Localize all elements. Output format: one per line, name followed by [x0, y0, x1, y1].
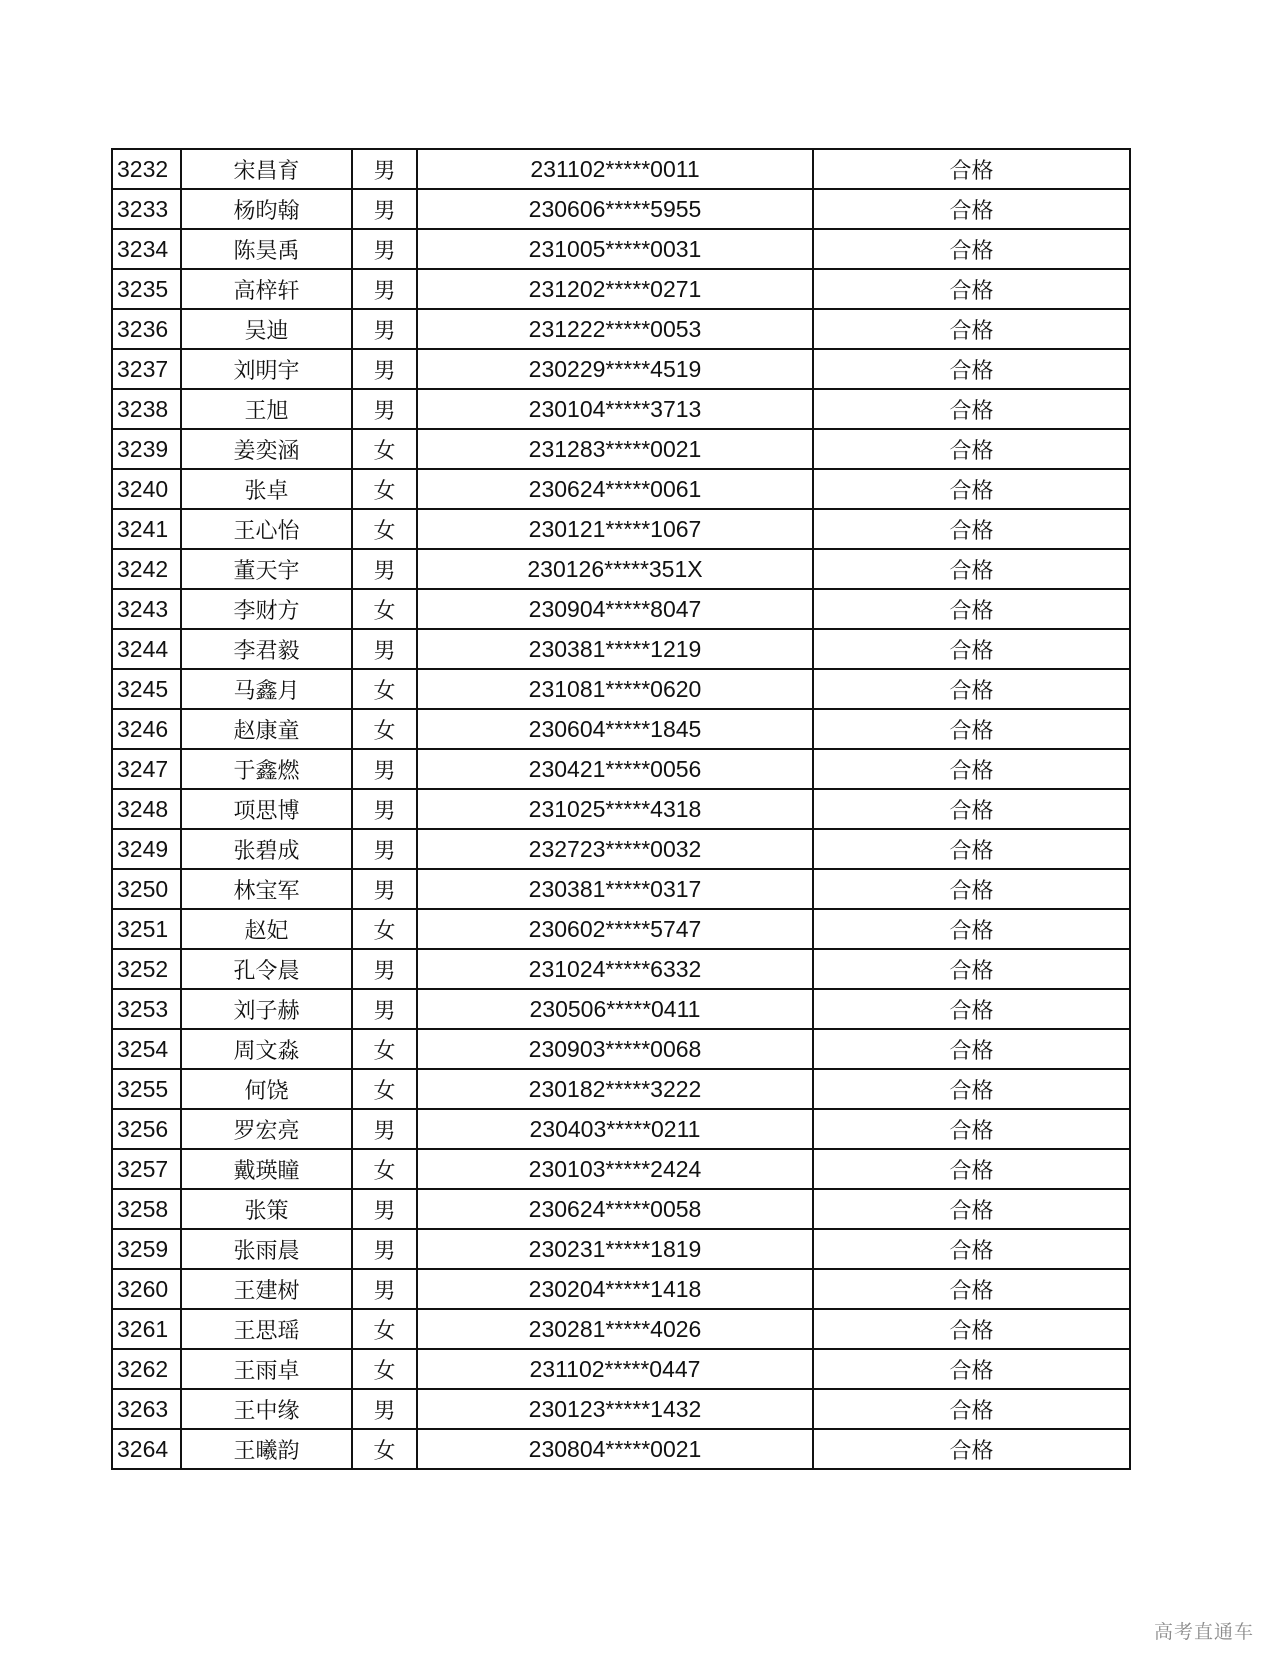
gender-cell: 女 [352, 1309, 417, 1349]
id-number-cell: 231222*****0053 [417, 309, 813, 349]
gender-cell: 男 [352, 269, 417, 309]
candidate-name-cell: 刘子赫 [181, 989, 352, 1029]
candidate-name-cell: 陈昊禹 [181, 229, 352, 269]
candidate-name-cell: 王旭 [181, 389, 352, 429]
gender-cell: 女 [352, 669, 417, 709]
id-number-cell: 230121*****1067 [417, 509, 813, 549]
gender-cell: 女 [352, 429, 417, 469]
serial-number-cell: 3246 [112, 709, 181, 749]
result-cell: 合格 [813, 829, 1130, 869]
gender-cell: 男 [352, 829, 417, 869]
candidate-name-cell: 张卓 [181, 469, 352, 509]
gender-cell: 男 [352, 789, 417, 829]
result-cell: 合格 [813, 789, 1130, 829]
id-number-cell: 230602*****5747 [417, 909, 813, 949]
serial-number-cell: 3259 [112, 1229, 181, 1269]
id-number-cell: 230421*****0056 [417, 749, 813, 789]
serial-number-cell: 3253 [112, 989, 181, 1029]
result-cell: 合格 [813, 1189, 1130, 1229]
id-number-cell: 230104*****3713 [417, 389, 813, 429]
result-cell: 合格 [813, 1109, 1130, 1149]
id-number-cell: 230281*****4026 [417, 1309, 813, 1349]
id-number-cell: 230624*****0061 [417, 469, 813, 509]
table-row [112, 949, 1130, 989]
id-number-cell: 231005*****0031 [417, 229, 813, 269]
id-number-cell: 231202*****0271 [417, 269, 813, 309]
gender-cell: 男 [352, 989, 417, 1029]
table-row [112, 1069, 1130, 1109]
id-number-cell: 230123*****1432 [417, 1389, 813, 1429]
table-row [112, 549, 1130, 589]
result-cell: 合格 [813, 309, 1130, 349]
candidate-name-cell: 李君毅 [181, 629, 352, 669]
result-cell: 合格 [813, 229, 1130, 269]
table-row [112, 269, 1130, 309]
serial-number-cell: 3237 [112, 349, 181, 389]
table-row [112, 469, 1130, 509]
result-cell: 合格 [813, 1229, 1130, 1269]
candidate-name-cell: 张雨晨 [181, 1229, 352, 1269]
id-number-cell: 230904*****8047 [417, 589, 813, 629]
candidate-name-cell: 赵妃 [181, 909, 352, 949]
gender-cell: 男 [352, 1269, 417, 1309]
result-cell: 合格 [813, 629, 1130, 669]
id-number-cell: 230604*****1845 [417, 709, 813, 749]
serial-number-cell: 3243 [112, 589, 181, 629]
table-row [112, 869, 1130, 909]
serial-number-cell: 3242 [112, 549, 181, 589]
gender-cell: 女 [352, 909, 417, 949]
candidate-name-cell: 孔令晨 [181, 949, 352, 989]
table-row [112, 989, 1130, 1029]
id-number-cell: 231081*****0620 [417, 669, 813, 709]
serial-number-cell: 3263 [112, 1389, 181, 1429]
serial-number-cell: 3232 [112, 149, 181, 189]
candidate-name-cell: 王中缘 [181, 1389, 352, 1429]
table-row [112, 1229, 1130, 1269]
serial-number-cell: 3245 [112, 669, 181, 709]
table-row [112, 349, 1130, 389]
result-cell: 合格 [813, 949, 1130, 989]
result-cell: 合格 [813, 669, 1130, 709]
candidate-name-cell: 王思瑶 [181, 1309, 352, 1349]
serial-number-cell: 3239 [112, 429, 181, 469]
result-cell: 合格 [813, 749, 1130, 789]
table-row [112, 589, 1130, 629]
candidate-name-cell: 王心怡 [181, 509, 352, 549]
serial-number-cell: 3252 [112, 949, 181, 989]
serial-number-cell: 3254 [112, 1029, 181, 1069]
id-number-cell: 230103*****2424 [417, 1149, 813, 1189]
candidate-name-cell: 赵康童 [181, 709, 352, 749]
gender-cell: 女 [352, 1029, 417, 1069]
serial-number-cell: 3261 [112, 1309, 181, 1349]
gender-cell: 女 [352, 709, 417, 749]
gender-cell: 男 [352, 1389, 417, 1429]
gender-cell: 男 [352, 229, 417, 269]
gender-cell: 男 [352, 189, 417, 229]
candidate-name-cell: 姜奕涵 [181, 429, 352, 469]
serial-number-cell: 3249 [112, 829, 181, 869]
candidate-name-cell: 杨昀翰 [181, 189, 352, 229]
result-cell: 合格 [813, 989, 1130, 1029]
roster-table [111, 148, 1131, 1470]
id-number-cell: 230126*****351X [417, 549, 813, 589]
candidate-name-cell: 李财方 [181, 589, 352, 629]
serial-number-cell: 3248 [112, 789, 181, 829]
table-row [112, 1189, 1130, 1229]
candidate-name-cell: 张碧成 [181, 829, 352, 869]
serial-number-cell: 3236 [112, 309, 181, 349]
gender-cell: 男 [352, 389, 417, 429]
candidate-name-cell: 戴瑛瞳 [181, 1149, 352, 1189]
result-cell: 合格 [813, 469, 1130, 509]
serial-number-cell: 3255 [112, 1069, 181, 1109]
candidate-name-cell: 高梓轩 [181, 269, 352, 309]
table-row [112, 629, 1130, 669]
candidate-name-cell: 王曦韵 [181, 1429, 352, 1469]
result-cell: 合格 [813, 1389, 1130, 1429]
serial-number-cell: 3244 [112, 629, 181, 669]
serial-number-cell: 3250 [112, 869, 181, 909]
id-number-cell: 231024*****6332 [417, 949, 813, 989]
serial-number-cell: 3264 [112, 1429, 181, 1469]
result-cell: 合格 [813, 1309, 1130, 1349]
id-number-cell: 230182*****3222 [417, 1069, 813, 1109]
candidate-name-cell: 项思博 [181, 789, 352, 829]
gender-cell: 女 [352, 589, 417, 629]
serial-number-cell: 3238 [112, 389, 181, 429]
result-cell: 合格 [813, 589, 1130, 629]
table-row [112, 1389, 1130, 1429]
candidate-name-cell: 于鑫燃 [181, 749, 352, 789]
serial-number-cell: 3247 [112, 749, 181, 789]
table-row [112, 789, 1130, 829]
serial-number-cell: 3258 [112, 1189, 181, 1229]
table-row [112, 1309, 1130, 1349]
table-row [112, 1429, 1130, 1469]
gender-cell: 男 [352, 549, 417, 589]
result-cell: 合格 [813, 1029, 1130, 1069]
gender-cell: 男 [352, 869, 417, 909]
table-row [112, 1109, 1130, 1149]
gender-cell: 男 [352, 1109, 417, 1149]
table-row [112, 1349, 1130, 1389]
table-row [112, 149, 1130, 189]
candidate-name-cell: 宋昌育 [181, 149, 352, 189]
candidate-name-cell: 周文淼 [181, 1029, 352, 1069]
serial-number-cell: 3256 [112, 1109, 181, 1149]
gender-cell: 女 [352, 469, 417, 509]
id-number-cell: 230903*****0068 [417, 1029, 813, 1069]
candidate-name-cell: 王雨卓 [181, 1349, 352, 1389]
gender-cell: 男 [352, 949, 417, 989]
id-number-cell: 230381*****1219 [417, 629, 813, 669]
id-number-cell: 230231*****1819 [417, 1229, 813, 1269]
id-number-cell: 231102*****0011 [417, 149, 813, 189]
result-cell: 合格 [813, 1069, 1130, 1109]
serial-number-cell: 3234 [112, 229, 181, 269]
result-cell: 合格 [813, 869, 1130, 909]
id-number-cell: 230624*****0058 [417, 1189, 813, 1229]
result-cell: 合格 [813, 1269, 1130, 1309]
gender-cell: 女 [352, 1149, 417, 1189]
roster-body [112, 149, 1130, 1469]
id-number-cell: 230229*****4519 [417, 349, 813, 389]
result-cell: 合格 [813, 1429, 1130, 1469]
table-row [112, 909, 1130, 949]
table-row [112, 669, 1130, 709]
candidate-name-cell: 何饶 [181, 1069, 352, 1109]
id-number-cell: 231102*****0447 [417, 1349, 813, 1389]
table-row [112, 829, 1130, 869]
serial-number-cell: 3251 [112, 909, 181, 949]
table-row [112, 1149, 1130, 1189]
gender-cell: 男 [352, 149, 417, 189]
candidate-name-cell: 王建树 [181, 1269, 352, 1309]
serial-number-cell: 3235 [112, 269, 181, 309]
result-cell: 合格 [813, 269, 1130, 309]
id-number-cell: 230204*****1418 [417, 1269, 813, 1309]
serial-number-cell: 3241 [112, 509, 181, 549]
candidate-name-cell: 罗宏亮 [181, 1109, 352, 1149]
result-cell: 合格 [813, 189, 1130, 229]
serial-number-cell: 3257 [112, 1149, 181, 1189]
id-number-cell: 230804*****0021 [417, 1429, 813, 1469]
table-row [112, 1269, 1130, 1309]
gender-cell: 女 [352, 1349, 417, 1389]
table-row [112, 1029, 1130, 1069]
result-cell: 合格 [813, 549, 1130, 589]
gender-cell: 女 [352, 1069, 417, 1109]
table-row [112, 709, 1130, 749]
serial-number-cell: 3240 [112, 469, 181, 509]
id-number-cell: 231025*****4318 [417, 789, 813, 829]
result-cell: 合格 [813, 909, 1130, 949]
table-row [112, 509, 1130, 549]
id-number-cell: 230606*****5955 [417, 189, 813, 229]
result-cell: 合格 [813, 429, 1130, 469]
result-cell: 合格 [813, 1149, 1130, 1189]
id-number-cell: 230381*****0317 [417, 869, 813, 909]
table-row [112, 389, 1130, 429]
gender-cell: 女 [352, 509, 417, 549]
gender-cell: 男 [352, 309, 417, 349]
id-number-cell: 231283*****0021 [417, 429, 813, 469]
gender-cell: 男 [352, 749, 417, 789]
table-row [112, 229, 1130, 269]
gender-cell: 女 [352, 1429, 417, 1469]
serial-number-cell: 3260 [112, 1269, 181, 1309]
serial-number-cell: 3233 [112, 189, 181, 229]
candidate-name-cell: 马鑫月 [181, 669, 352, 709]
result-cell: 合格 [813, 1349, 1130, 1389]
id-number-cell: 232723*****0032 [417, 829, 813, 869]
result-cell: 合格 [813, 509, 1130, 549]
candidate-name-cell: 吴迪 [181, 309, 352, 349]
gender-cell: 男 [352, 1189, 417, 1229]
serial-number-cell: 3262 [112, 1349, 181, 1389]
gender-cell: 男 [352, 1229, 417, 1269]
result-cell: 合格 [813, 149, 1130, 189]
table-row [112, 749, 1130, 789]
candidate-name-cell: 张策 [181, 1189, 352, 1229]
table-row [112, 309, 1130, 349]
source-watermark: 高考直通车 [1153, 1621, 1254, 1643]
result-cell: 合格 [813, 709, 1130, 749]
candidate-name-cell: 林宝军 [181, 869, 352, 909]
gender-cell: 男 [352, 629, 417, 669]
id-number-cell: 230403*****0211 [417, 1109, 813, 1149]
table-row [112, 189, 1130, 229]
result-cell: 合格 [813, 389, 1130, 429]
id-number-cell: 230506*****0411 [417, 989, 813, 1029]
table-row [112, 429, 1130, 469]
gender-cell: 男 [352, 349, 417, 389]
result-cell: 合格 [813, 349, 1130, 389]
candidate-name-cell: 董天宇 [181, 549, 352, 589]
candidate-name-cell: 刘明宇 [181, 349, 352, 389]
